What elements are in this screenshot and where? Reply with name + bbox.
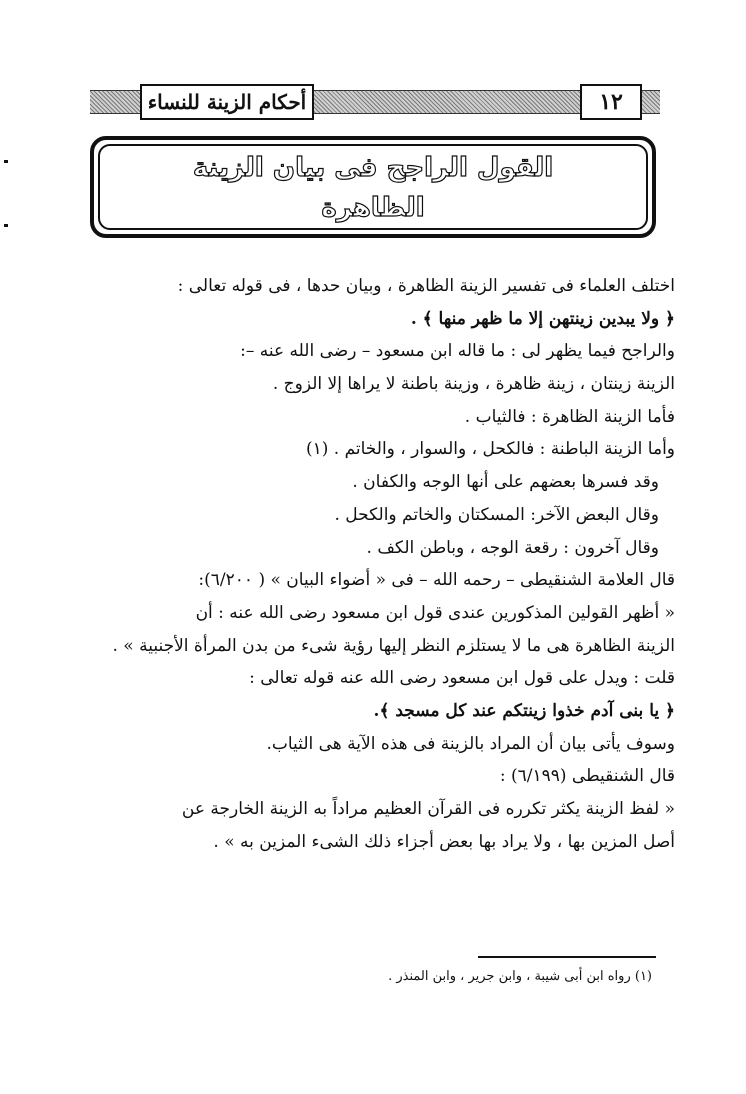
body-line: الزينة زينتان ، زينة ظاهرة ، وزينة باطنة لا يراها إلا الزوج . xyxy=(272,374,675,395)
margin-mark xyxy=(4,224,8,227)
body-line: وسوف يأتى بيان أن المراد بالزينة فى هذه الآية هى الثياب. xyxy=(266,733,675,754)
quran-verse: ﴿ يا بنى آدم خذوا زينتكم عند كل مسجد ﴾. xyxy=(373,700,675,721)
body-line: وقال آخرون : رقعة الوجه ، وباطن الكف . xyxy=(366,537,659,558)
body-line: قال الشنقيطى (٦/١٩٩) : xyxy=(499,766,675,787)
body-line: وقال البعض الآخر: المسكتان والخاتم والكحل . xyxy=(334,504,659,525)
quran-verse: ﴿ ولا يبدين زينتهن إلا ما ظهر منها ﴾ . xyxy=(410,308,675,329)
chapter-title-box xyxy=(90,136,656,238)
body-line: قلت : ويدل على قول ابن مسعود رضى الله عنه قوله تعالى : xyxy=(249,668,675,689)
running-title: أحكام الزينة للنساء xyxy=(140,84,314,120)
margin-mark xyxy=(4,160,8,163)
quote-line: أصل المزين بها ، ولا يراد بها بعض أجزاء ذلك الشىء المزين به » . xyxy=(213,831,675,852)
body-line: فأما الزينة الظاهرة : فالثياب . xyxy=(464,406,675,427)
footnote-rule xyxy=(478,956,656,958)
quote-line: « أظهر القولين المذكورين عندى قول ابن مسعود رضى الله عنه : أن xyxy=(195,602,675,623)
body-line: قال العلامة الشنقيطى – رحمه الله – فى « أضواء البيان » ( ٦/٢٠٠): xyxy=(198,570,675,591)
body-line: والراجح فيما يظهر لى : ما قاله ابن مسعود – رضى الله عنه –: xyxy=(240,341,675,362)
chapter-title-line-2: الظاهرة xyxy=(321,193,425,223)
chapter-title-line-1: القول الراجح فى بيان الزينة xyxy=(192,153,554,183)
chapter-title xyxy=(114,150,632,226)
quote-line: « لفظ الزينة يكثر تكرره فى القرآن العظيم مراداً به الزينة الخارجة عن xyxy=(181,799,675,819)
body-line: اختلف العلماء فى تفسير الزينة الظاهرة ، وبيان حدها ، فى قوله تعالى : xyxy=(177,276,675,296)
body-line: وأما الزينة الباطنة : فالكحل ، والسوار ، والخاتم . (١) xyxy=(305,439,675,460)
quote-line: الزينة الظاهرة هى ما لا يستلزم النظر إليها رؤية شىء من بدن المرأة الأجنبية » . xyxy=(112,635,675,656)
footnote: (١) رواه ابن أبى شيبة ، وابن جرير ، وابن المنذر . xyxy=(388,969,652,984)
body-line: وقد فسرها بعضهم على أنها الوجه والكفان . xyxy=(352,472,659,493)
page-number: ١٢ xyxy=(580,84,642,120)
body-text xyxy=(60,270,675,858)
